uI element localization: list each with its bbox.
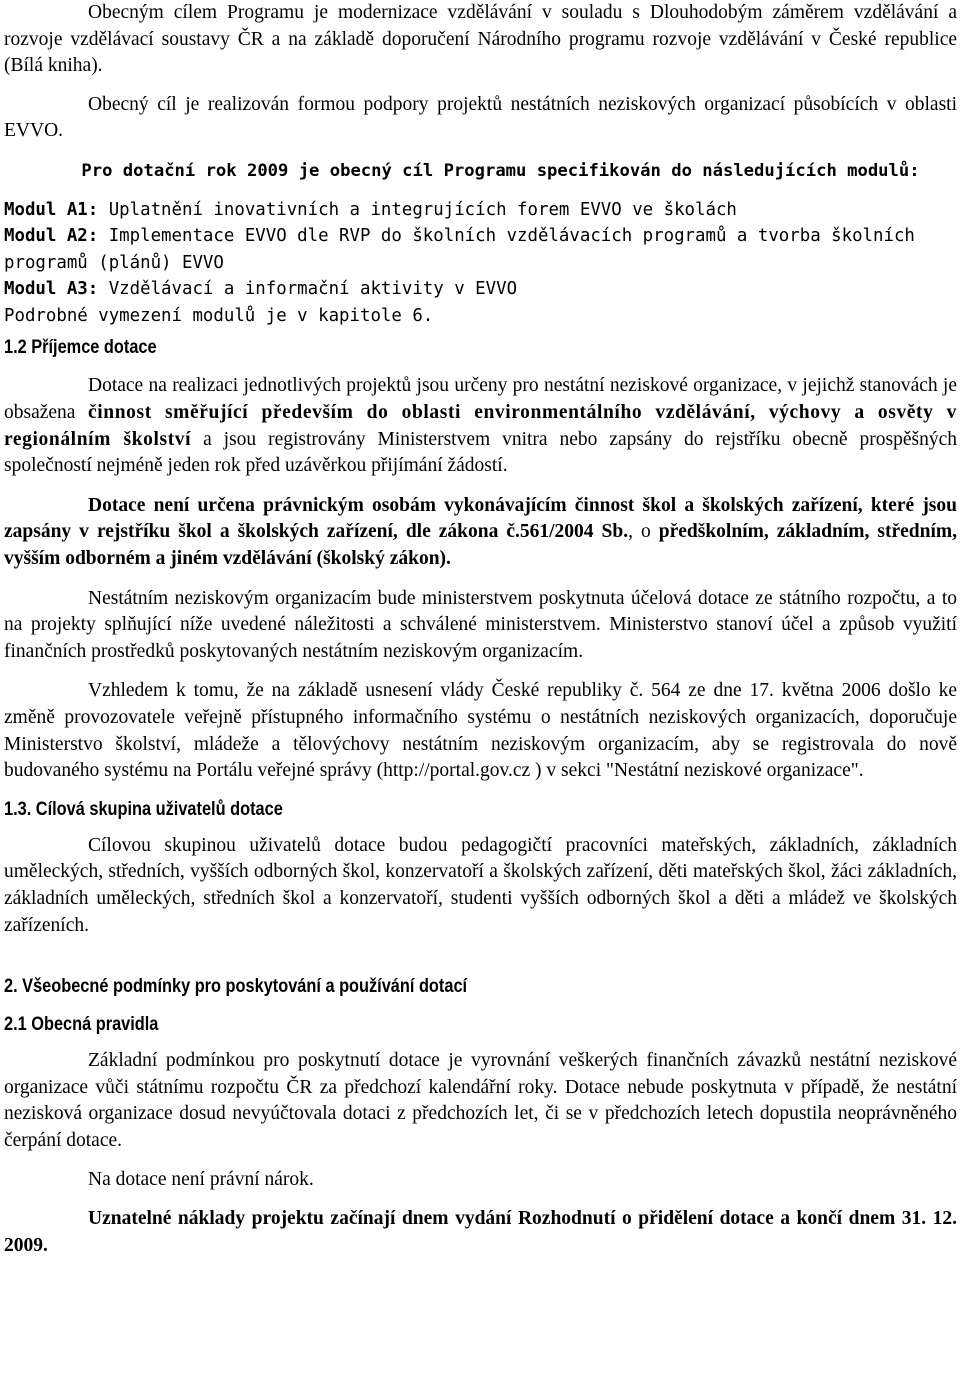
section-1-2-p1-bold: činnost směřující především do oblasti environmentálního vzdělávání, výchovy a osvěty v regionálním školství [4,402,957,450]
heading-1-2: 1.2 Příjemce dotace [4,337,157,359]
module-a2 [4,223,957,276]
module-a1-label: Modul A1: [4,199,99,220]
document-page [4,0,957,1259]
section-1-2-p2-bold-2: předškolním, základním, středním, vyšším odborném a jiném vzdělávání (školský zákon). [4,521,958,570]
section-2-1-paragraph-3: Uznatelné náklady projektu začínají dnem vydání Rozhodnutí o přidělení dotace a končí dnem 31. 12. 2009. [4,1208,957,1256]
module-a1 [4,197,957,224]
section-1-2-p2-bold-1: Dotace není určena právnickým osobám vykonávajícím činnost škol a školských zařízení, které jsou zapsány v rejstříku škol a školských zařízení, dle zákona č.561/2004 Sb. [4,494,957,543]
section-1-2-p1-text-a: Dotace na realizaci jednotlivých projektů jsou určeny pro nestátní neziskové organizace, v jejichž stanovách je obsažena [4,375,957,424]
section-1-3-paragraph-1: Cílovou skupinou uživatelů dotace budou pedagogičtí pracovníci mateřských, základních, základních uměleckých, středních, vyšších odborných škol, konzervatoří a školských zařízení, děti mateřských škol, žáci základních, základních uměleckých, středních škol a konzervatoří, studenti vyšších odborných škol a děti a mládež ve školských zařízeních. [4,834,957,936]
modules-list [4,197,957,330]
section-1-2-p1-text-b: a jsou registrovány Ministerstvem vnitra nebo zapsány do rejstříku obecně prospěšných společností nejméně jeden rok před uzávěrkou přijímání žádostí. [4,428,957,477]
heading-2-1: 2.1 Obecná pravidla [4,1014,159,1036]
module-a1-text: Uplatnění inovativních a integrujících forem EVVO ve školách [98,199,737,220]
module-a3-text: Vzdělávací a informační aktivity v EVVO [98,279,518,300]
section-1-2-paragraph-4: Vzhledem k tomu, že na základě usnesení vlády České republiky č. 564 ze dne 17. května 2006 došlo ke změně provozovatele veřejně přístupného informačního systému o nestátních neziskových organizacích, doporučuje Ministerstvo školství, mládeže a tělovýchovy nestátním neziskovým organizacím, aby se registrovala do nově budovaného systému na Portálu veřejné správy (http://portal.gov.cz ) v sekci "Nestátní neziskové organizace". [4,680,957,782]
modules-title: Pro dotační rok 2009 je obecný cíl Programu specifikován do následujících modulů: [81,160,920,181]
module-a3 [4,276,957,303]
section-1-2-p2-sep: , o [628,521,659,543]
heading-2: 2. Všeobecné podmínky pro poskytování a používání dotací [4,976,468,998]
intro-paragraph-1: Obecným cílem Programu je modernizace vzdělávání v souladu s Dlouhodobým záměrem vzdělávání a rozvoje vzdělávací soustavy ČR a na základě doporučení Národního programu rozvoje vzdělávání v České republice (Bílá kniha). [4,2,957,77]
section-1-2-paragraph-1 [4,373,957,479]
module-a2-label: Modul A2: [4,226,99,247]
section-2-1-paragraph-1: Základní podmínkou pro poskytnutí dotace je vyrovnání veškerých finančních závazků nestátní neziskové organizace vůči státnímu rozpočtu ČR za předchozí kalendářní roky. Dotace nebude poskytnuta v případě, že nestátní nezisková organizace dosud nevyúčtovala dotaci z předchozích let, či se v předchozích letech dopustila neoprávněného čerpání dotace. [4,1050,957,1151]
intro-paragraph-2: Obecný cíl je realizován formou podpory projektů nestátních neziskových organizací působících v oblasti EVVO. [4,93,957,142]
section-2-1-paragraph-2: Na dotace není právní nárok. [88,1168,314,1190]
modules-note: Podrobné vymezení modulů je v kapitole 6. [4,305,434,326]
module-a2-text: Implementace EVVO dle RVP do školních vzdělávacích programů a tvorba školních programů (plánů) EVVO [4,226,915,273]
heading-1-3: 1.3. Cílová skupina uživatelů dotace [4,798,283,820]
section-1-2-paragraph-3: Nestátním neziskovým organizacím bude ministerstvem poskytnuta účelová dotace ze státního rozpočtu, a to na projekty splňující níže uvedené náležitosti a schválené ministerstvem. Ministerstvo stanoví účel a způsob využití finančních prostředků poskytovaných nestátním neziskovým organizacím. [4,587,957,662]
section-1-2-paragraph-2 [4,493,957,573]
module-a3-label: Modul A3: [4,279,99,300]
